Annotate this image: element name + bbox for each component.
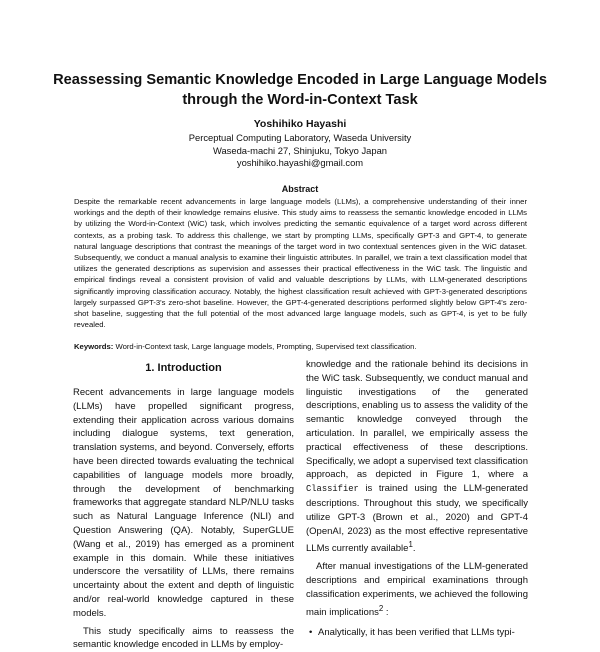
intro-paragraph-1: Recent advancements in large language models (LLMs) have propelled significant progress, extending their application across various domains including dialogue systems, text generation, translation systems, and beyond. Conversely, efforts have been directed towards evaluating the technical capabilities of language models more broadly, through the development of benchmarking frameworks that aggregate standard NLP/NLU tasks such as Natural Language Inference (NLI) and Question Answering (QA). Notably, SuperGLUE (Wang et al., 2019) has emerged as a prominent example in this domain. While these initiatives underscore the versatility of LLMs, there remains uncertainty about the extent and depth of linguistic and/or real-world knowledge captured in these models. — [73, 387, 294, 619]
author-address: Waseda-machi 27, Shinjuku, Tokyo Japan — [212, 144, 388, 156]
abstract-heading: Abstract — [281, 184, 319, 194]
implication-bullet-1: • Analytically, it has been verified that LLMs typi- — [306, 626, 528, 640]
author-email: yoshihiko.hayashi@gmail.com — [236, 157, 364, 168]
left-column — [73, 386, 294, 652]
para3-text-a: knowledge and the rationale behind its decisions in the WiC task. Subsequently, we conduct manual and linguistic investigations of the generated descriptions, enabling us to assess the validity of the semantic knowledge conveyed through the articulation. In parallel, we empirically assess the practical effectiveness of these descriptions. Specifically, we adopt a supervised text classification approach, as depicted in Figure 1, where a — [306, 359, 528, 481]
para4-text: After manual investigations of the LLM-generated descriptions and empirical examinations through classification experiments, we achieved the following main implications — [306, 561, 528, 618]
right-column — [306, 358, 528, 639]
footnote-ref-2: 2 — [378, 603, 384, 613]
intro-paragraph-4 — [306, 560, 528, 619]
author-name: Yoshihiko Hayashi — [253, 118, 347, 130]
section-heading-introduction: 1. Introduction — [145, 362, 222, 374]
para3-text-b: is trained using the LLM-generated descriptions. Throughout this study, we specifically utilize GPT-3 (Brown et al., 2020) and GPT-4 (OpenAI, 2023) as the most effective representative LLMs currently available — [306, 483, 528, 555]
author-affiliation-block — [0, 132, 600, 170]
para3-end: . — [412, 543, 416, 555]
keywords-text: Word-in-Context task, Large language models, Prompting, Supervised text classification. — [115, 342, 417, 351]
intro-paragraph-3 — [306, 358, 528, 556]
para4-end: : — [383, 606, 389, 618]
footnote-ref-1: 1 — [408, 540, 413, 550]
keywords-label: Keywords: — [74, 342, 114, 351]
abstract-body: Despite the remarkable recent advancements in large language models (LLMs), a comprehensive understanding of their inner workings and the depth of their knowledge remains elusive. This study aims to reassess the semantic knowledge encoded in LLMs by utilizing the Word-in-Context (WiC) task, which involves predicting the semantic equivalence of a target word across different contexts, as a probing task. To address this challenge, we start by prompting LLMs, specifically GPT-3 and GPT-4, to generate natural language descriptions that contrast the meanings of the target word in two contextual sentences given in the WiC dataset. Subsequently, we conduct a manual analysis to examine their linguistic attributes. In parallel, we train a text classification model that utilizes the generated descriptions as supervision and assesses their practical effectiveness in the WiC task. The linguistic and empirical findings reveal a consistent provision of valid and valuable descriptions by LLMs, with LLM-generated descriptions significantly improving classification accuracy. Notably, the highest classification result achieved with GPT-3-generated descriptions largely surpassed GPT-3's zero-shot baseline. However, the GPT-4-generated descriptions performed slightly below GPT-4's zero-shot baseline, suggesting that the full potential of the most advanced large language models, such as GPT-4, is yet to be fully revealed. — [74, 197, 527, 330]
classifier-code: Classifier — [306, 484, 359, 495]
intro-paragraph-2: This study specifically aims to reassess the semantic knowledge encoded in LLMs by employ- — [73, 625, 294, 651]
keywords-line — [74, 341, 527, 352]
paper-title: Reassessing Semantic Knowledge Encoded in Large Language Models through the Word-in-Context Task — [53, 72, 547, 108]
author-affiliation: Perceptual Computing Laboratory, Waseda University — [188, 132, 412, 143]
